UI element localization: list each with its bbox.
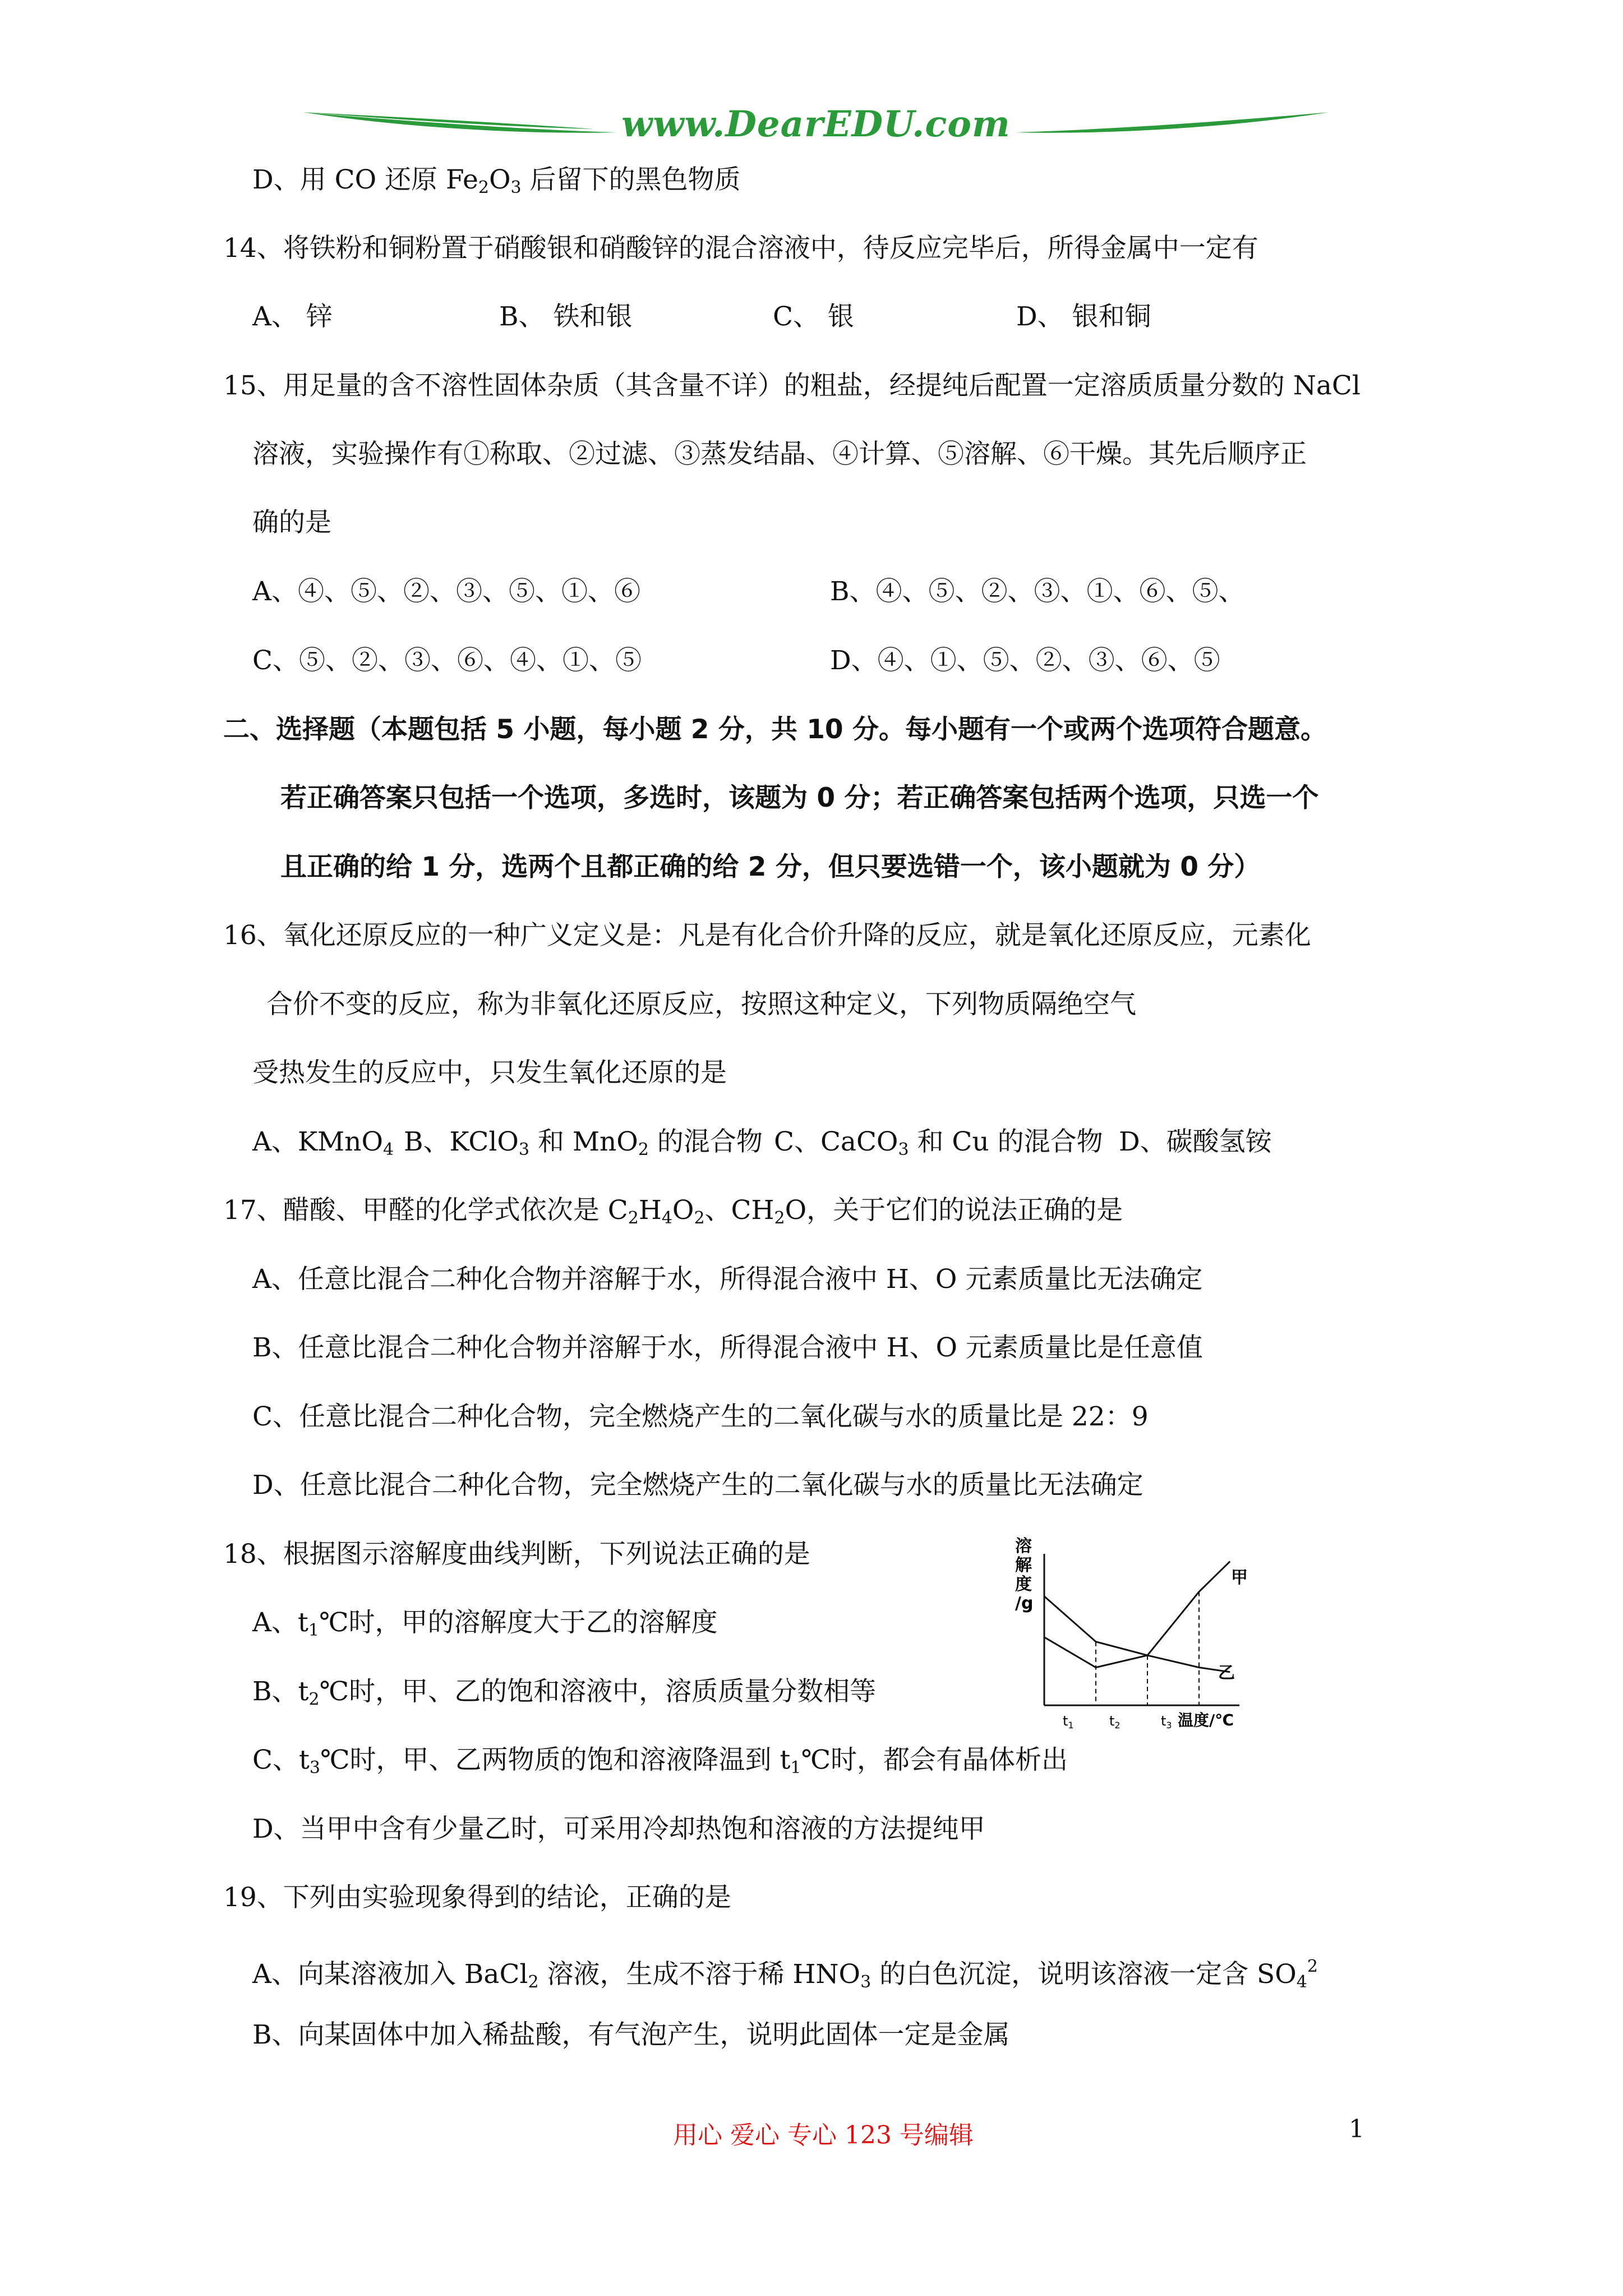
- q17-option-b: B、任意比混合二种化合物并溶解于水，所得混合液中 H、O 元素质量比是任意值: [252, 1332, 1203, 1363]
- q15-option-c: C、⑤、②、③、⑥、④、①、⑤: [252, 645, 642, 676]
- q17-option-c: C、任意比混合二种化合物，完全燃烧产生的二氧化碳与水的质量比是 22：9: [252, 1401, 1149, 1432]
- y-axis-label-2: 解: [1015, 1556, 1032, 1575]
- series-yi-label: 乙: [1218, 1663, 1235, 1683]
- x-tick-t3: $t_3$: [1161, 1713, 1172, 1731]
- site-banner: [303, 95, 1329, 157]
- q19-stem: 19、下列由实验现象得到的结论，正确的是: [223, 1882, 731, 1913]
- section2-instructions-line1: 二、选择题（本题包括 5 小题，每小题 2 分，共 10 分。每小题有一个或两个选项符合题意。: [223, 714, 1327, 745]
- page-number: 1: [1349, 2115, 1364, 2143]
- q15-stem-line2: 溶液，实验操作有①称取、②过滤、③蒸发结晶、④计算、⑤溶解、⑥干燥。其先后顺序正: [252, 439, 1307, 470]
- q17-stem: 17、醋酸、甲醛的化学式依次是 $C_2H_4O_2$、$CH_2O$，关于它们的说法正确的是: [223, 1195, 1123, 1228]
- q18-option-c: C、$t_3℃$时，甲、乙两物质的饱和溶液降温到 $t_1℃$时，都会有晶体析出: [252, 1745, 1068, 1778]
- x-tick-t2: $t_2$: [1109, 1713, 1121, 1731]
- dashed-guides: [1096, 1592, 1199, 1706]
- q15-option-d: D、④、①、⑤、②、③、⑥、⑤: [830, 645, 1220, 676]
- q15-option-b: B、④、⑤、②、③、①、⑥、⑤、: [830, 576, 1245, 607]
- section2-instructions-line2: 若正确答案只包括一个选项，多选时，该题为 0 分；若正确答案包括两个选项，只选一个: [280, 783, 1319, 813]
- q16-option-c: C、CaCO$_3$ 和 Cu 的混合物: [774, 1126, 1103, 1159]
- series-jia-curve: [1044, 1562, 1230, 1668]
- q16-option-b: B、KClO$_3$ 和 MnO$_2$ 的混合物: [404, 1126, 763, 1159]
- solubility-curve-chart: [1009, 1537, 1267, 1739]
- q18-option-d: D、当甲中含有少量乙时，可采用冷却热饱和溶液的方法提纯甲: [252, 1814, 985, 1844]
- y-axis-label-4: /g: [1015, 1594, 1034, 1613]
- section2-instructions-line3: 且正确的给 1 分，选两个且都正确的给 2 分，但只要选错一个，该小题就为 0 分）: [280, 852, 1261, 882]
- series-yi-curve: [1044, 1596, 1230, 1672]
- q18-option-a: A、$t_1℃$时，甲的溶解度大于乙的溶解度: [252, 1607, 718, 1640]
- q14-option-c: C、 银: [773, 301, 854, 332]
- q16-option-d: D、碳酸氢铵: [1119, 1126, 1272, 1157]
- q15-stem-line3: 确的是: [252, 507, 331, 538]
- q13-option-d: D、用 CO 还原 $Fe_2O_3$ 后留下的黑色物质: [252, 164, 741, 197]
- q19-option-b: B、向某固体中加入稀盐酸，有气泡产生，说明此固体一定是金属: [252, 2019, 1010, 2050]
- y-axis-label-1: 溶: [1015, 1537, 1032, 1556]
- q14-option-a: A、 锌: [252, 301, 333, 332]
- q15-option-a: A、④、⑤、②、③、⑤、①、⑥: [252, 576, 640, 607]
- banner-url-text: www.DearEDU.com: [621, 103, 1011, 145]
- q17-option-d: D、任意比混合二种化合物，完全燃烧产生的二氧化碳与水的质量比无法确定: [252, 1470, 1144, 1501]
- q16-option-a: A、KMnO$_4$: [252, 1126, 394, 1159]
- x-axis-label: 温度/℃: [1178, 1711, 1234, 1729]
- q19-option-a: A、向某溶液加入 BaCl$_2$ 溶液，生成不溶于稀 $HNO_3$ 的白色沉淀，说明该溶液一定含 $SO_4^2$: [252, 1957, 1318, 1992]
- y-axis-label-3: 度: [1015, 1575, 1032, 1594]
- q18-option-b: B、$t_2℃$时，甲、乙的饱和溶液中，溶质质量分数相等: [252, 1676, 877, 1709]
- series-jia-label: 甲: [1231, 1568, 1248, 1588]
- q15-stem-line1: 15、用足量的含不溶性固体杂质（其含量不详）的粗盐，经提纯后配置一定溶质质量分数的 NaCl: [223, 370, 1361, 401]
- q14-option-b: B、 铁和银: [499, 301, 633, 332]
- q14-stem: 14、将铁粉和铜粉置于硝酸银和硝酸锌的混合溶液中，待反应完毕后，所得金属中一定有: [223, 233, 1258, 264]
- footer-editor-note: 用心 爱心 专心 123 号编辑: [673, 2121, 974, 2150]
- q16-stem-line2: 合价不变的反应，称为非氧化还原反应，按照这种定义，下列物质隔绝空气: [266, 989, 1136, 1020]
- x-tick-t1: $t_1$: [1063, 1713, 1074, 1731]
- q16-stem-line1: 16、氧化还原反应的一种广义定义是：凡是有化合价升降的反应，就是氧化还原反应，元素化: [223, 920, 1311, 951]
- q14-option-d: D、 银和铜: [1016, 301, 1151, 332]
- q17-option-a: A、任意比混合二种化合物并溶解于水，所得混合液中 H、O 元素质量比无法确定: [252, 1264, 1203, 1295]
- q18-stem: 18、根据图示溶解度曲线判断，下列说法正确的是: [223, 1539, 810, 1570]
- q16-stem-line3: 受热发生的反应中，只发生氧化还原的是: [252, 1057, 727, 1088]
